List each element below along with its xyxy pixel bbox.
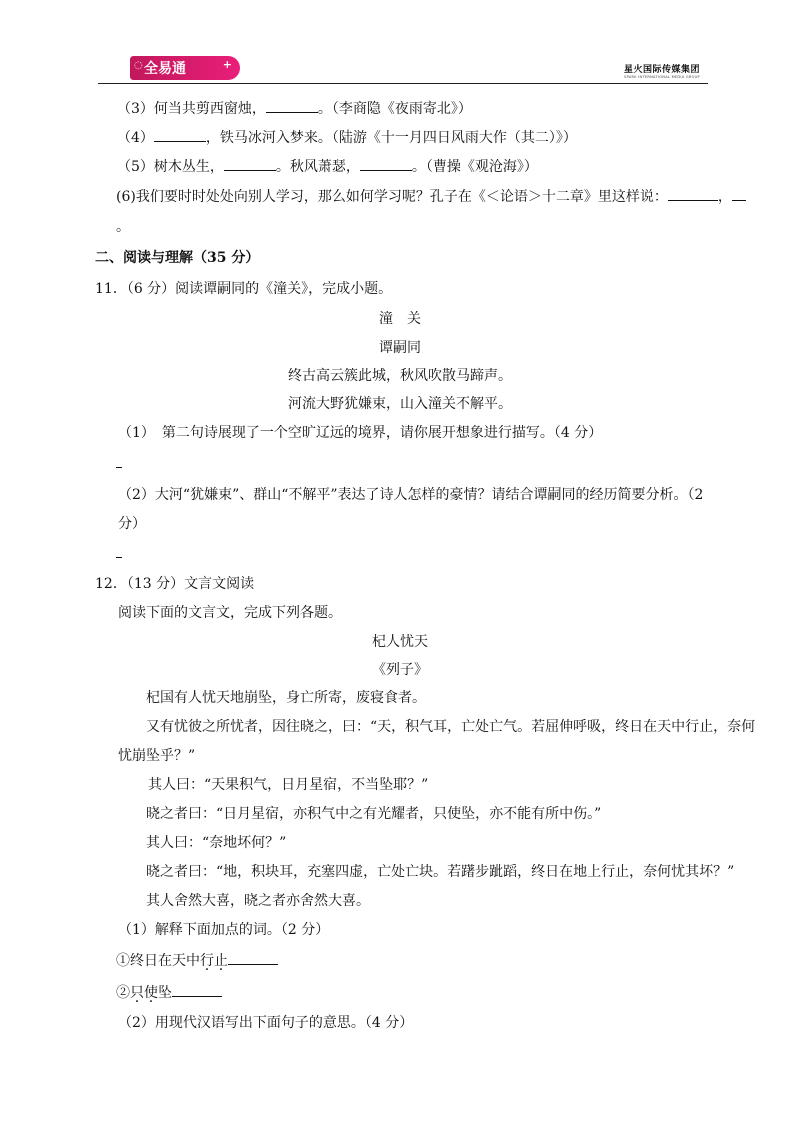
passage-para-3: 其人曰：“天果积气，日月星宿，不当坠耶？”	[148, 777, 429, 793]
q11-stem: 11．（6 分）阅读谭嗣同的《潼关》，完成小题。	[95, 281, 393, 297]
q11-sub2-cont: 分）	[118, 516, 146, 532]
passage-para-1: 杞国有人忧天地崩坠，身亡所寄，废寝食者。	[146, 690, 426, 706]
poem-line-2: 河流大野犹嫌束，山入潼关不解平。	[288, 396, 512, 412]
q12-sub2: （2）用现代汉语写出下面句子的意思。（4 分）	[118, 1015, 414, 1031]
dotted-char: 只	[130, 985, 144, 1001]
page-header	[98, 52, 708, 84]
passage-para-6: 晓之者曰：“地，积块耳，充塞四虚，亡处亡块。若躇步跐蹈，终日在地上行止，奈何忧其坏？”	[146, 864, 735, 880]
q10-item5-text: （5）树木丛生，	[117, 159, 224, 175]
passage-para-5: 其人曰：“奈地坏何？”	[146, 835, 287, 851]
q10-item6-text: (6)我们要时时处处向别人学习，那么如何学习呢？孔子在《＜论语＞十二章》里这样说：	[116, 189, 668, 205]
poem-author: 谭嗣同	[379, 340, 421, 356]
passage-para-4: 晓之者曰：“日月星宿，亦积气中之有光耀者，只使坠，亦不能有所中伤。”	[146, 806, 602, 822]
plus-icon: +	[222, 58, 232, 71]
passage-title: 杞人忧天	[372, 634, 428, 650]
passage-para-2: 又有忧彼之所忧者，因往晓之，曰：“天，积气耳，亡处亡气。若屈伸呼吸，终日在天中行止，奈何	[146, 719, 756, 735]
q12-sub1: （1）解释下面加点的词。（2 分）	[118, 922, 330, 938]
q10-item6-end: 。	[116, 219, 130, 235]
swoosh-icon: ◌	[134, 60, 143, 71]
passage-source: 《列子》	[372, 662, 428, 678]
poem-title: 潼 关	[379, 311, 421, 327]
answer-blank[interactable]	[224, 157, 276, 171]
answer-blank[interactable]	[732, 187, 746, 201]
logo-text: 全易通	[144, 61, 186, 77]
answer-line[interactable]	[116, 557, 122, 558]
q10-item4	[117, 128, 577, 147]
q12-item-1	[116, 951, 278, 970]
poem-line-1: 终古高云簇此城，秋风吹散马蹄声。	[288, 368, 512, 384]
q12-intro: 阅读下面的文言文，完成下列各题。	[118, 605, 342, 621]
answer-blank[interactable]	[172, 983, 222, 997]
q12-item-2-num: ②	[116, 985, 130, 1001]
dotted-char: 行	[200, 953, 214, 969]
section-title: 二、阅读与理解（35 分）	[95, 250, 260, 266]
answer-blank[interactable]	[228, 951, 278, 965]
passage-para-2-cont: 忧崩坠乎？”	[118, 748, 196, 764]
q10-item5-mid: 。秋风萧瑟，	[275, 159, 360, 175]
q11-sub1: （1） 第二句诗展现了一个空旷辽远的境界，请你展开想象进行描写。（4 分）	[118, 425, 603, 441]
publisher-name-en: SPARK INTERNATIONAL MEDIA GROUP	[624, 75, 700, 79]
q10-item5	[117, 157, 538, 176]
publisher-name: 星火国际传媒集团	[623, 65, 700, 75]
q10-item3-source: 。（李商隐《夜雨寄北》）	[317, 101, 472, 117]
q10-item4-text: ，铁马冰河入梦来。（陆游《十一月四日风雨大作（其二）》）	[205, 130, 577, 146]
answer-blank[interactable]	[154, 128, 206, 142]
q12-item-2-text: 坠	[158, 985, 172, 1001]
q11-sub2: （2）大河“犹嫌束”、群山“不解平”表达了诗人怎样的豪情？请结合谭嗣同的经历简要分析。（2	[118, 487, 704, 503]
q10-item3	[117, 99, 472, 118]
q10-item6	[116, 187, 746, 206]
q10-item3-text: （3）何当共剪西窗烛，	[117, 101, 266, 117]
q12-stem: 12．（13 分）文言文阅读	[95, 576, 255, 592]
q10-item4-num: （4）	[117, 130, 154, 146]
q10-item5-source: 。（曹操《观沧海》）	[411, 159, 538, 175]
q10-item6-sep: ，	[717, 189, 732, 205]
header-rule	[98, 83, 708, 84]
q12-item-1-text: ①终日在天中	[116, 953, 200, 969]
dotted-char: 使	[144, 985, 158, 1001]
answer-line[interactable]	[116, 467, 122, 468]
passage-para-7: 其人舍然大喜，晓之者亦舍然大喜。	[146, 893, 370, 909]
answer-blank[interactable]	[360, 157, 412, 171]
dotted-char: 止	[214, 953, 228, 969]
answer-blank[interactable]	[668, 187, 718, 201]
publisher-brand	[624, 62, 700, 79]
answer-blank[interactable]	[266, 99, 318, 113]
brand-logo	[130, 56, 240, 80]
q12-item-2	[116, 983, 222, 1002]
